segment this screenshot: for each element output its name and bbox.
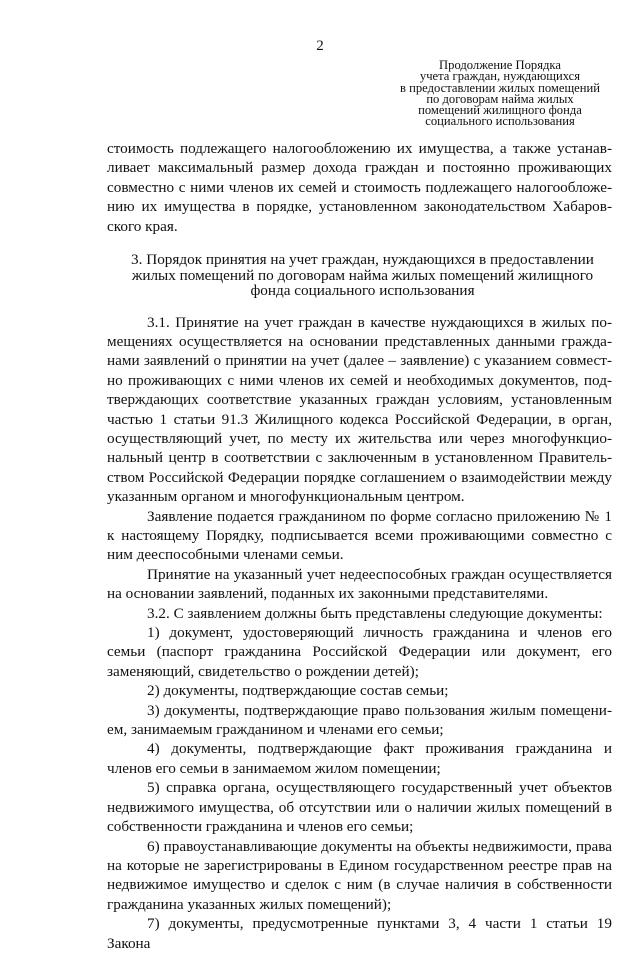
page-number: 2 [316,38,324,54]
header-line: помещений жилищного фонда [418,103,582,118]
header-line: учета граждан, нуждающихся [419,69,581,84]
paragraph: Заявление подается гражданином по форме согласно приложению № 1 к настоящему Порядку, подписывается всеми проживающими совместно с ним дееспособными членами семьи. [107,507,612,564]
list-item: 1) документ, удостоверяющий личность гражданина и членов его семьи (паспорт гражданина Российской Федерации или документ, его заменяющий, свидетельство о рождении детей); [107,624,612,680]
section-title: 3. Порядок принятия на учет граждан, нуждающихся в предоставлении жилых помещений по договорам найма жилых помещений жилищного фонда социального использования [131,251,594,300]
document-body [107,139,612,953]
continuation-header [380,60,620,128]
list-item: 7) документы, предусмотренные пунктами 3, 4 части 1 статьи 19 Закона [107,915,612,952]
list-item: 5) справка органа, осуществляющего государственный учет объектов недвижимого имущества, об отсутствии или о наличии жилых помещений в собственности гражданина и членов его семьи; [107,779,612,836]
header-line: в предоставлении жилых помещений [400,80,600,95]
header-line: по договорам найма жилых [426,91,574,106]
list-item: 6) правоустанавливающие документы на объекты недвижимости, права на которые не зарегистрированы в Едином государственном реестре прав на недвижимое имущество и сделок с ним (в случае наличия в собственности гражданина указанных жилых помещений); [107,837,612,913]
intro-paragraph: стоимость подлежащего налогообложению их имущества, а также устанавливает максимальный размер дохода граждан и постоянно проживающих совместно с ними членов их семей и стоимость подлежащего налогообложению их имущества в порядке, установленном законодательством Хабаровского края. [107,140,612,235]
list-item: 4) документы, подтверждающие факт проживания гражданина и членов его семьи в занимаемом жилом помещении; [107,740,612,777]
paragraph: 3.1. Принятие на учет граждан в качестве нуждающихся в жилых помещениях осуществляется на основании представленных данными гражданами заявлений о принятии на учет (далее – заявление) с указанием совместно проживающих с ними членов их семей и необходимых документов, подтверждающих соответствие указанных граждан условиям, установленным частью 1 статьи 91.3 Жилищного кодекса Российской Федерации, в орган, осуществляющий учет, по месту их жительства или через многофункциональный центр в соответствии с заключенным в установленном Правительством Российской Федерации порядке соглашением о взаимодействии между указанным органом и многофункциональным центром. [107,313,612,506]
header-line: социального использования [425,114,575,129]
header-line: Продолжение Порядка [439,58,561,72]
paragraph: Принятие на указанный учет недееспособных граждан осуществляется на основании заявлений, поданных их законными представителями. [107,565,612,603]
paragraph: 3.2. С заявлением должны быть представлены следующие документы: [147,604,603,622]
list-item: 3) документы, подтверждающие право пользования жилым помещением, занимаемым гражданином и членами его семьи; [107,701,612,739]
list-item: 2) документы, подтверждающие состав семьи; [147,682,449,700]
